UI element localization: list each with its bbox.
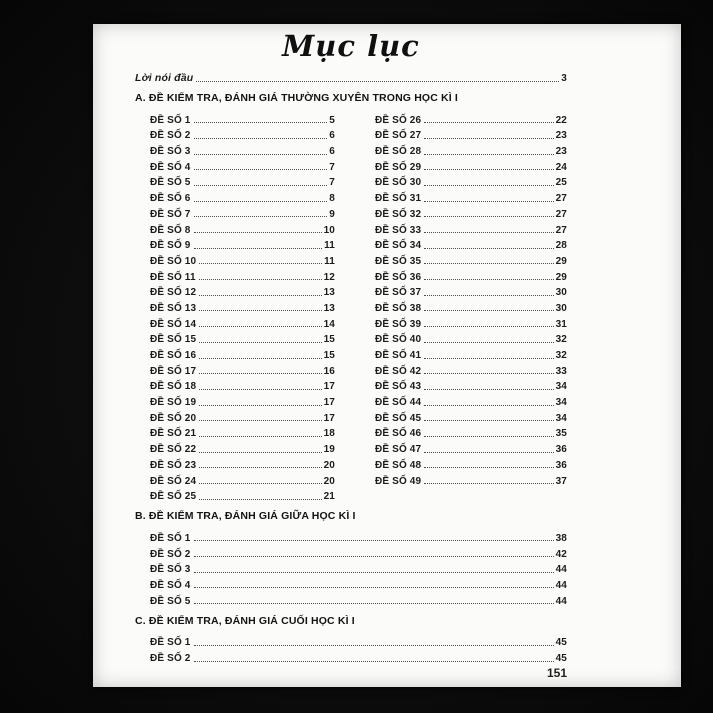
toc-entry <box>150 591 567 607</box>
toc-entry <box>150 220 335 236</box>
toc-entry-page: 15 <box>323 350 335 362</box>
dot-leader <box>199 436 321 437</box>
dot-leader <box>194 587 554 588</box>
toc-entry <box>375 298 567 314</box>
dot-leader <box>196 81 559 82</box>
toc-entry-label: ĐỀ SỐ 33 <box>375 224 422 236</box>
toc-entry-label: ĐỀ SỐ 30 <box>375 177 422 189</box>
toc-entry <box>150 487 335 503</box>
toc-entry-page: 35 <box>555 428 567 440</box>
toc-entry-label: ĐỀ SỐ 46 <box>375 428 422 440</box>
toc-entry-label: ĐỀ SỐ 31 <box>375 193 422 205</box>
toc-entry <box>375 424 567 440</box>
dot-leader <box>424 342 553 343</box>
section-a-right-column <box>375 110 567 502</box>
toc-entry-label: ĐỀ SỐ 21 <box>150 428 197 440</box>
toc-entry-label: Lời nói đầu <box>135 72 194 85</box>
toc-entry-page: 15 <box>323 334 335 346</box>
toc-entry-page: 16 <box>323 365 335 377</box>
toc-entry-page: 3 <box>561 73 567 85</box>
toc-entry <box>375 361 567 377</box>
toc-entry-label: ĐỀ SỐ 40 <box>375 334 422 346</box>
dot-leader <box>194 645 554 646</box>
dot-leader <box>194 154 328 155</box>
toc-entry-label: ĐỀ SỐ 4 <box>150 579 191 591</box>
toc-entry-page: 18 <box>323 428 335 440</box>
toc-entry <box>375 330 567 346</box>
dot-leader <box>199 420 321 421</box>
toc-entry-label: ĐỀ SỐ 43 <box>375 381 422 393</box>
dot-leader <box>424 483 553 484</box>
toc-entry-label: ĐỀ SỐ 35 <box>375 255 422 267</box>
toc-entry <box>150 377 335 393</box>
dot-leader <box>194 169 328 170</box>
toc-entry-page: 7 <box>329 161 335 173</box>
toc-entry-label: ĐỀ SỐ 34 <box>375 240 422 252</box>
toc-entry <box>150 575 567 591</box>
toc-entry-page: 23 <box>555 146 567 158</box>
toc-entry <box>375 236 567 252</box>
toc-entry <box>375 471 567 487</box>
toc-entry-page: 34 <box>555 397 567 409</box>
section-c-items <box>150 633 567 664</box>
section-b <box>135 508 567 606</box>
dot-leader <box>199 483 321 484</box>
dot-leader <box>424 185 553 186</box>
dot-leader <box>424 467 553 468</box>
dot-leader <box>194 572 554 573</box>
dot-leader <box>424 248 553 249</box>
toc-entry-label: ĐỀ SỐ 37 <box>375 287 422 299</box>
toc-entry-label: ĐỀ SỐ 38 <box>375 302 422 314</box>
toc-entry-page: 13 <box>323 287 335 299</box>
toc-entry-label: ĐỀ SỐ 2 <box>150 548 191 560</box>
toc-entry-page: 7 <box>329 177 335 189</box>
toc-entry-label: ĐỀ SỐ 45 <box>375 412 422 424</box>
toc-entry-page: 44 <box>555 579 567 591</box>
toc-entry <box>150 633 567 649</box>
toc-entry-label: ĐỀ SỐ 1 <box>150 114 191 126</box>
toc-entry-label: ĐỀ SỐ 16 <box>150 350 197 362</box>
toc-entry-label: ĐỀ SỐ 15 <box>150 334 197 346</box>
toc-entry-page: 9 <box>329 208 335 220</box>
dot-leader <box>194 138 328 139</box>
toc-entry-label: ĐỀ SỐ 44 <box>375 397 422 409</box>
dot-leader <box>199 326 321 327</box>
toc-entry <box>375 345 567 361</box>
dot-leader <box>194 540 554 541</box>
dot-leader <box>194 603 554 604</box>
toc-entry-label: ĐỀ SỐ 18 <box>150 381 197 393</box>
toc-entry-label: ĐỀ SỐ 6 <box>150 193 191 205</box>
toc-entry <box>150 157 335 173</box>
dot-leader <box>199 499 321 500</box>
toc-entry <box>375 455 567 471</box>
toc-entry-page: 42 <box>555 548 567 560</box>
section-c-heading: C. ĐỀ KIỂM TRA, ĐÁNH GIÁ CUỐI HỌC KÌ I <box>135 614 355 627</box>
toc-entry-page: 32 <box>555 334 567 346</box>
toc-entry-page: 28 <box>555 240 567 252</box>
toc-entry <box>150 455 335 471</box>
dot-leader <box>424 452 553 453</box>
toc-entry-page: 5 <box>329 114 335 126</box>
dot-leader <box>199 389 321 390</box>
toc-entry-label: ĐỀ SỐ 23 <box>150 459 197 471</box>
dot-leader <box>194 556 554 557</box>
toc-entry <box>150 345 335 361</box>
dot-leader <box>424 122 553 123</box>
dot-leader <box>424 405 553 406</box>
dot-leader <box>424 389 553 390</box>
dot-leader <box>199 310 321 311</box>
toc-entry-page: 22 <box>555 114 567 126</box>
toc-entry <box>150 204 335 220</box>
toc-entry-page: 8 <box>329 193 335 205</box>
toc-entry-page: 27 <box>555 224 567 236</box>
toc-entry <box>150 439 335 455</box>
toc-entry-label: ĐỀ SỐ 8 <box>150 224 191 236</box>
dot-leader <box>424 310 553 311</box>
toc-entry-page: 20 <box>323 459 335 471</box>
dot-leader <box>199 295 321 296</box>
toc-entry-page: 30 <box>555 302 567 314</box>
toc-entry <box>150 298 335 314</box>
dot-leader <box>199 358 321 359</box>
toc-entry <box>150 314 335 330</box>
dot-leader <box>424 373 553 374</box>
toc-entry <box>150 173 335 189</box>
toc-entry-page: 27 <box>555 193 567 205</box>
toc-entry-label: ĐỀ SỐ 3 <box>150 564 191 576</box>
section-b-heading: B. ĐỀ KIỂM TRA, ĐÁNH GIÁ GIỮA HỌC KÌ I <box>135 510 356 523</box>
toc-entry-page: 24 <box>555 161 567 173</box>
dot-leader <box>194 661 554 662</box>
toc-entry-page: 34 <box>555 381 567 393</box>
toc-entry <box>150 408 335 424</box>
toc-entry-label: ĐỀ SỐ 32 <box>375 208 422 220</box>
dot-leader <box>424 216 553 217</box>
toc-entry-page: 44 <box>555 595 567 607</box>
toc-entry <box>375 314 567 330</box>
toc-entry-page: 36 <box>555 444 567 456</box>
page-number: 151 <box>546 666 567 680</box>
toc-entry <box>375 141 567 157</box>
toc-entry-label: ĐỀ SỐ 39 <box>375 318 422 330</box>
toc-entry-page: 11 <box>324 255 335 267</box>
toc-entry <box>150 330 335 346</box>
toc-entry-label: ĐỀ SỐ 7 <box>150 208 191 220</box>
toc-entry-label: ĐỀ SỐ 4 <box>150 161 191 173</box>
toc-entry-label: ĐỀ SỐ 2 <box>150 130 191 142</box>
toc-entry-label: ĐỀ SỐ 48 <box>375 459 422 471</box>
dot-leader <box>194 201 328 202</box>
toc-entry <box>375 392 567 408</box>
toc-entry <box>150 648 567 664</box>
toc-entry-label: ĐỀ SỐ 19 <box>150 397 197 409</box>
dot-leader <box>199 452 321 453</box>
toc-entry-page: 29 <box>555 255 567 267</box>
toc-entry-label: ĐỀ SỐ 5 <box>150 595 191 607</box>
dot-leader <box>194 232 322 233</box>
dot-leader <box>424 154 553 155</box>
toc-entry-label: ĐỀ SỐ 22 <box>150 444 197 456</box>
toc-entry <box>150 141 335 157</box>
toc-entry <box>375 157 567 173</box>
toc-entry-page: 36 <box>555 459 567 471</box>
dot-leader <box>424 232 553 233</box>
dot-leader <box>424 279 553 280</box>
toc-entry-label: ĐỀ SỐ 14 <box>150 318 197 330</box>
toc-entry <box>375 110 567 126</box>
toc-entry <box>375 220 567 236</box>
section-a <box>135 90 567 502</box>
toc-entry-page: 11 <box>324 240 335 252</box>
dot-leader <box>424 263 553 264</box>
toc-entry <box>150 560 567 576</box>
toc-entry <box>375 173 567 189</box>
toc-entry-label: ĐỀ SỐ 27 <box>375 130 422 142</box>
dot-leader <box>424 326 553 327</box>
toc-entry <box>150 544 567 560</box>
toc-entry-label: ĐỀ SỐ 20 <box>150 412 197 424</box>
dot-leader <box>424 358 553 359</box>
toc-entry-page: 29 <box>555 271 567 283</box>
toc-entry-page: 13 <box>323 302 335 314</box>
toc-entry-page: 45 <box>555 653 567 665</box>
toc-entry-page: 25 <box>555 177 567 189</box>
toc-entry-page: 6 <box>329 130 335 142</box>
toc-entry-label: ĐỀ SỐ 12 <box>150 287 197 299</box>
dot-leader <box>199 405 321 406</box>
toc-entry <box>375 283 567 299</box>
toc-entry-label: ĐỀ SỐ 41 <box>375 350 422 362</box>
toc-entry-label: ĐỀ SỐ 13 <box>150 302 197 314</box>
dot-leader <box>424 295 553 296</box>
toc-entry-label: ĐỀ SỐ 28 <box>375 146 422 158</box>
dot-leader <box>194 185 328 186</box>
toc-entry <box>150 236 335 252</box>
toc-entry-label: ĐỀ SỐ 2 <box>150 653 191 665</box>
toc-entry-page: 17 <box>323 381 335 393</box>
toc-entry-page: 44 <box>555 564 567 576</box>
toc-entry-label: ĐỀ SỐ 49 <box>375 475 422 487</box>
section-a-heading: A. ĐỀ KIỂM TRA, ĐÁNH GIÁ THƯỜNG XUYÊN TRONG HỌC KÌ I <box>135 92 458 105</box>
dot-leader <box>424 436 553 437</box>
dot-leader <box>199 467 321 468</box>
toc-entry-label: ĐỀ SỐ 24 <box>150 475 197 487</box>
toc-entry <box>150 188 335 204</box>
toc-entry <box>375 251 567 267</box>
toc-entry-label: ĐỀ SỐ 5 <box>150 177 191 189</box>
page-title: Mục lục <box>282 29 420 63</box>
toc-entry-label: ĐỀ SỐ 9 <box>150 240 191 252</box>
toc-entry-page: 17 <box>323 397 335 409</box>
toc-entry-page: 12 <box>323 271 335 283</box>
toc-entry-page: 37 <box>555 475 567 487</box>
section-b-items <box>150 528 567 606</box>
toc-entry-page: 33 <box>555 365 567 377</box>
toc-entry <box>150 283 335 299</box>
dot-leader <box>424 169 553 170</box>
toc-entry-page: 19 <box>323 444 335 456</box>
toc-entry-page: 30 <box>555 287 567 299</box>
toc-entry-page: 17 <box>323 412 335 424</box>
toc-entry-page: 27 <box>555 208 567 220</box>
toc-entry-label: ĐỀ SỐ 26 <box>375 114 422 126</box>
toc-entry-preface <box>135 68 567 84</box>
toc-entry-page: 31 <box>555 318 567 330</box>
toc-entry-label: ĐỀ SỐ 1 <box>150 637 191 649</box>
dot-leader <box>194 122 328 123</box>
toc-entry <box>150 528 567 544</box>
dot-leader <box>424 420 553 421</box>
toc-entry <box>150 110 335 126</box>
toc-entry-label: ĐỀ SỐ 3 <box>150 146 191 158</box>
toc-entry <box>375 267 567 283</box>
toc-entry-page: 21 <box>323 491 335 503</box>
toc-entry-page: 14 <box>323 318 335 330</box>
toc-entry <box>150 471 335 487</box>
toc-entry-page: 32 <box>555 350 567 362</box>
dot-leader <box>424 138 553 139</box>
toc-entry-page: 34 <box>555 412 567 424</box>
dot-leader <box>199 373 321 374</box>
dot-leader <box>199 263 322 264</box>
section-c <box>135 613 567 664</box>
section-a-columns <box>150 110 567 502</box>
toc-entry-page: 23 <box>555 130 567 142</box>
toc-entry-label: ĐỀ SỐ 29 <box>375 161 422 173</box>
dot-leader <box>194 248 323 249</box>
toc-entry-page: 20 <box>323 475 335 487</box>
toc-entry-page: 6 <box>329 146 335 158</box>
toc-entry-label: ĐỀ SỐ 10 <box>150 255 197 267</box>
toc-entry-label: ĐỀ SỐ 1 <box>150 532 191 544</box>
toc-entry <box>375 126 567 142</box>
toc-entry <box>150 126 335 142</box>
toc-entry-label: ĐỀ SỐ 25 <box>150 491 197 503</box>
toc-entry-page: 10 <box>323 224 335 236</box>
section-a-left-column <box>150 110 335 502</box>
dot-leader <box>199 279 322 280</box>
toc-entry <box>375 408 567 424</box>
toc-entry <box>150 267 335 283</box>
toc-entry <box>150 361 335 377</box>
toc-entry-label: ĐỀ SỐ 42 <box>375 365 422 377</box>
book-page <box>93 24 681 687</box>
dot-leader <box>424 201 553 202</box>
toc-entry <box>150 392 335 408</box>
toc-entry-label: ĐỀ SỐ 36 <box>375 271 422 283</box>
toc-entry-label: ĐỀ SỐ 17 <box>150 365 197 377</box>
toc-entry <box>375 204 567 220</box>
toc-entry <box>150 424 335 440</box>
toc-content <box>135 30 567 664</box>
toc-entry <box>375 188 567 204</box>
toc-entry-page: 38 <box>555 532 567 544</box>
toc-entry <box>375 377 567 393</box>
dot-leader <box>194 216 328 217</box>
toc-entry-page: 45 <box>555 637 567 649</box>
toc-entry <box>150 251 335 267</box>
toc-entry-label: ĐỀ SỐ 47 <box>375 444 422 456</box>
toc-entry-label: ĐỀ SỐ 11 <box>150 271 196 283</box>
toc-entry <box>375 439 567 455</box>
dot-leader <box>199 342 321 343</box>
